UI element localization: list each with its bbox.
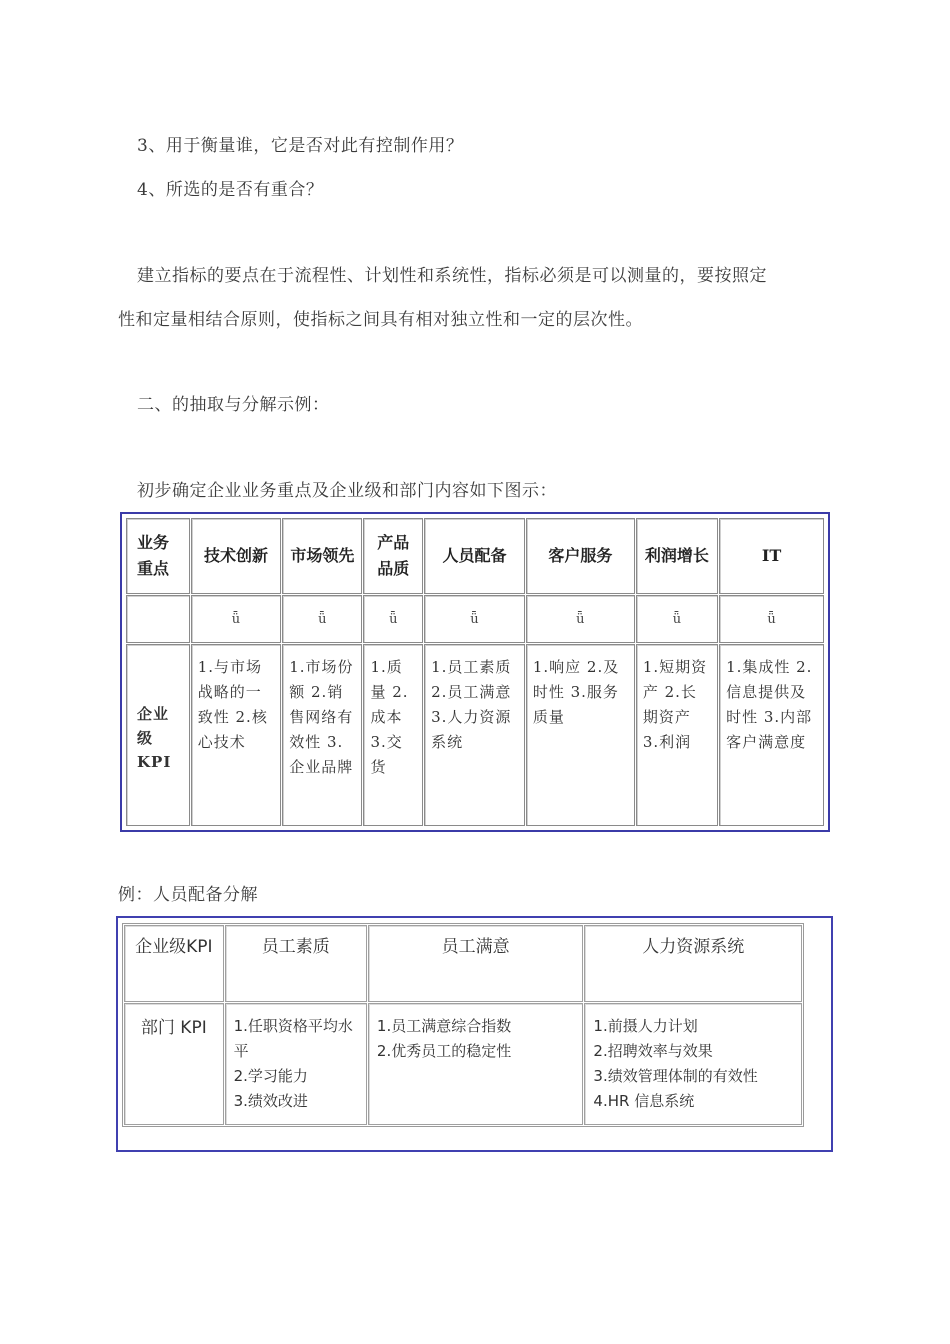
header-cell: 业务重点 [126, 518, 190, 594]
kpi-item: 1.员工满意综合指数 [376, 1017, 512, 1035]
arrow-cell: ǖ [424, 595, 525, 643]
header-cell: 技术创新 [191, 518, 281, 594]
kpi-table-frame [120, 512, 830, 832]
kpi-item: 2.学习能力 [233, 1067, 308, 1085]
paragraph-principle-line1: 建立指标的要点在于流程性、计划性和系统性，指标必须是可以测量的，要按照定 [137, 266, 767, 286]
header-cell: 产品品质 [363, 518, 423, 594]
kpi-cell: 1.质量 2.成本 3.交货 [363, 644, 423, 826]
kpi-item: 4.HR 信息系统 [593, 1092, 695, 1110]
header-cell: 人力资源系统 [584, 925, 802, 1002]
kpi-cell [584, 1003, 802, 1125]
kpi-item: 1.前摄人力计划 [593, 1017, 698, 1035]
arrow-cell: ǖ [282, 595, 362, 643]
header-cell: 企业级KPI [124, 925, 224, 1002]
paragraph-q3: 3、用于衡量谁，它是否对此有控制作用？ [137, 136, 464, 156]
staffing-table-frame [116, 916, 833, 1152]
arrow-cell: ǖ [636, 595, 718, 643]
section-heading: 二、的抽取与分解示例： [137, 395, 330, 415]
header-cell: 客户服务 [526, 518, 635, 594]
kpi-row [126, 644, 824, 826]
header-row [126, 518, 824, 594]
kpi-item: 2.招聘效率与效果 [593, 1042, 713, 1060]
enterprise-kpi-table [125, 517, 825, 827]
arrow-cell: ǖ [526, 595, 635, 643]
header-cell: 员工素质 [225, 925, 367, 1002]
header-cell: 员工满意 [368, 925, 584, 1002]
paragraph-q4: 4、所选的是否有重合？ [137, 180, 324, 200]
kpi-item: 3.绩效管理体制的有效性 [593, 1067, 758, 1085]
department-row [124, 1003, 802, 1125]
header-cell: IT [719, 518, 824, 594]
kpi-cell: 1.与市场战略的一致性 2.核心技术 [191, 644, 281, 826]
arrow-cell: ǖ [719, 595, 824, 643]
kpi-cell: 1.市场份额 2.销售网络有效性 3.企业品牌 [282, 644, 362, 826]
kpi-cell: 1.员工素质 2.员工满意 3.人力资源系统 [424, 644, 525, 826]
row-label: 企业级KPI [126, 644, 190, 826]
kpi-item: 1.任职资格平均水平 [233, 1017, 353, 1060]
kpi-cell: 1.短期资产 2.长期资产 3.利润 [636, 644, 718, 826]
row-label: 部门 KPI [124, 1003, 224, 1125]
arrow-cell [126, 595, 190, 643]
example-caption: 例：人员配备分解 [118, 885, 258, 905]
kpi-cell: 1.响应 2.及时性 3.服务质量 [526, 644, 635, 826]
arrow-cell: ǖ [191, 595, 281, 643]
header-cell: 人员配备 [424, 518, 525, 594]
kpi-item: 2.优秀员工的稳定性 [376, 1042, 512, 1060]
kpi-cell [368, 1003, 584, 1125]
kpi-item: 3.绩效改进 [233, 1092, 308, 1110]
paragraph-principle-line2: 性和定量相结合原则，使指标之间具有相对独立性和一定的层次性。 [118, 310, 643, 330]
arrow-row [126, 595, 824, 643]
header-row [124, 925, 802, 1002]
arrow-cell: ǖ [363, 595, 423, 643]
kpi-cell: 1.集成性 2.信息提供及时性 3.内部客户满意度 [719, 644, 824, 826]
staffing-kpi-table [122, 923, 804, 1127]
header-cell: 利润增长 [636, 518, 718, 594]
header-cell: 市场领先 [282, 518, 362, 594]
kpi-cell [225, 1003, 367, 1125]
paragraph-intro: 初步确定企业业务重点及企业级和部门内容如下图示： [137, 481, 557, 501]
